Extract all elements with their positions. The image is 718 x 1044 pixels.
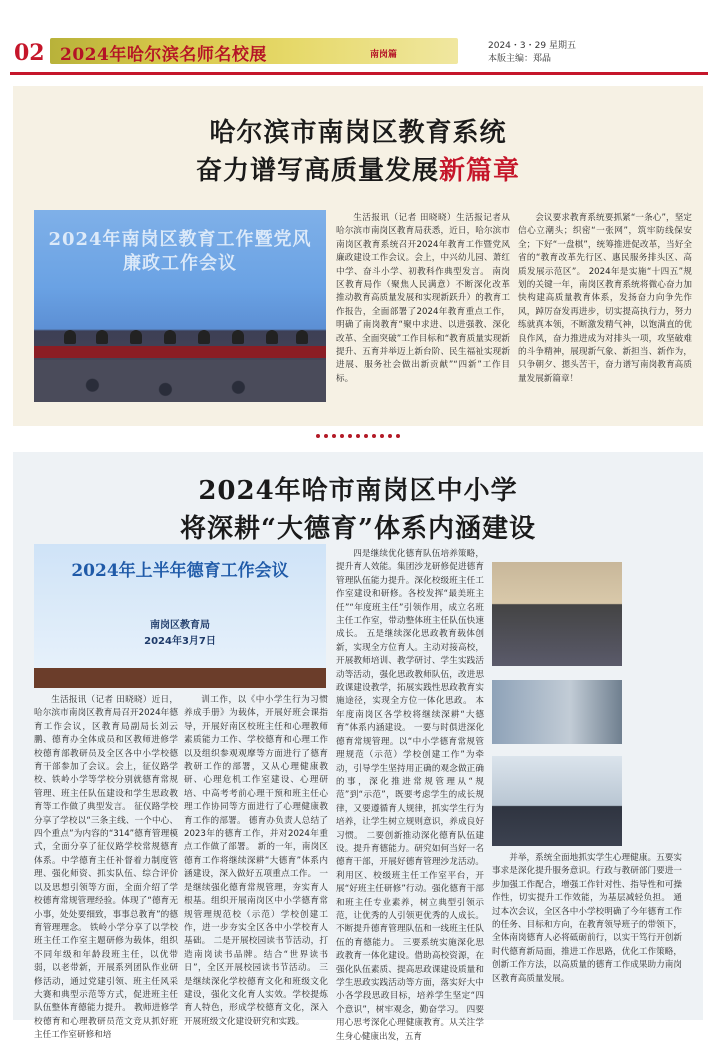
photo-banner-text: 2024年南岗区教育工作暨党风廉政工作会议 [48,229,312,274]
section-banner-subtitle: 南岗篇 [370,50,398,60]
issue-date: 2024・3・29 星期五 [488,41,576,51]
article-1-column-1: 生活报讯（记者 田晓晓）生活报记者从哈尔滨市南岗区教育局获悉，近日，哈尔滨市南岗区教育系统召开2024年教育工作暨党风廉政建设工作会议。会上，中兴幼儿园、萧红中学、奋斗小学、初教科作典型发言。 南岗区教育局作（聚焦人民满意）不断深化改革 推动教育高质量发展和实现新跃升）的教育工作报告，全面部署了2024年教育重点工作，明确了南岗教育“聚中求进、以进强教、深化改革、全面突破”工作目标和“教育质量实现新提升、五育并举迈上新台阶、民生福祉实现新进展、服务社会做出新贡献”“四新”工作目标。 [336,213,510,384]
rostrum-table [34,346,326,358]
page-number: 02 [14,40,45,66]
photo-banner-title: 2024年上半年德育工作会议 [71,561,289,581]
photo-banner-org: 南岗区教育局 [150,620,210,631]
article-2-title-line-2: 将深耕“大德育”体系内涵建设 [180,514,536,544]
title-highlight: 新篇章 [439,156,521,186]
rostrum-table [34,668,326,688]
article-2-title-line-1: 2024年哈市南岗区中小学 [198,476,518,506]
page-header [10,34,708,70]
meeting-hall-photo [492,562,622,666]
section-banner-title: 2024年哈尔滨名师名校展 [60,45,267,65]
speaker-photo-2 [492,756,622,846]
article-2-column-4: 并举，系统全面地抓实学生心理健康。五要实事求是深化提升服务意识。行政与教研部门要进一步加强工作配合，增强工作针对性、指导性和可操作性，切实提升工作效能，为基层减轻负担。 通过本次会议，全区各中小学校明确了今年德育工作的任务、目标和方向，在教育领导班子的带领下，全体南岗德育人必将砥砺前行，以实干笃行开创新时代德育新局面，推进工作思路，优化工作策略，创新工作方法，以高质量的德育工作成果助力南岗区教育高质量发展。 [492,853,682,984]
article-2-column-1: 生活报讯（记者 田晓晓）近日，哈尔滨市南岗区教育局召开2024年德育工作会议，区教育局副局长刘云鹏、德育办全体成员和区教师进修学校德育部教研员及全区各中小学校德育干部参加了会议。会上，征仪路学校、铁岭小学等学校分别就德育常规管理、班主任队伍建设和学生思政教育等工作做了典型发言。 征仪路学校分享了学校以“三条主线、一个中心、四个重点”为内容的“314”德育管理模式，全面分享了征仪路学校常规德育体系。中学德育主任补督着力制度管理、强化师资、抓实队伍、综合评价以及思想引领等方面，全面介绍了学校德育常规管理经验。体现了“德育无小事，处处要细致，事事总教育”的德育管理理念。 铁岭小学分享了以学校班主任工作室主题研修为载体，组织不同年级和年龄段班主任，以优带弱，以老带新，开展系列团队作业研修活动，通过党建引领、班主任风采大赛和典型示范等方式，促进班主任队伍整体育德能力提升。 教师进修学校德育和心理教研员范文竞从抓好班主任工作室研修和培 [34,695,178,1041]
photo-banner-date: 2024年3月7日 [144,636,216,647]
article-2-column-3: 四是继续优化德育队伍培养策略，提升育人效能。集团沙龙研修促进德育管理队伍能力提升。深化校级班主任工作室建设和研修。各校发挥“最美班主任”“年度班主任”引领作用，成立名班主任工作室，带动整体班主任队伍快速成长。 五是继续深化思政教育载体创新，实现全方位育人。主动对接高校，开展教师培训、教学研讨、学生实践活动等活动，强化思政教师队伍，改进思政课建设教学，拓展实践性思政教育实施途径，实现全方位一体化思政。 本年度南岗区各学校将继续深耕“大德育”体系内涵建设。 一要与时俱进深化德育常规管理。以“中小学德育常规管理规范（示范）学校创建工作”为牵动，引导学生坚持用正确的观念做正确的事，深化推进常规管理从“规范”到“示范”，既要考虑学生的成长规律，又要遵循育人规律，抓实学生行为培养，让学生树立规则意识，养成良好习惯。 二要创新推动深化德育队伍建设。提升育德能力。研究如何当好一名德育干部，开展好德育管理沙龙活动。利用区、校级班主任工作室平台，开展“好班主任研修”行动。强化德育干部和班主任专业素养，树立典型引领示范，让优秀的人引领更优秀的人成长。不断提升德育管理队伍和一线班主任队伍的育德能力。 三要系统实施深化思政教育一体化建设。借助高校资源，在强化队伍素质、提高思政课建设质量和学生思政实践活动等方面，落实好大中小各学段思政目标，培养学生坚定“四个意识”，树牢观念，勤奋学习。 四要用心思考深化心理健康教育。从关注学生身心健康出发，五育 [336,549,484,1042]
audience [34,360,326,402]
article-2-column-2: 训工作，以《中小学生行为习惯养成手册》为载体，开展好班会课指导，开展好南区校班主任和心理教师素质能力工作、学校德育和心理工作以及组织参观观摩等方面进行了德育教研工作的部署，又从心理健康教研、心理危机工作室建设、心理研培、中高考考前心理干预和班主任心理工作协同等方面进行了心理健康教育工作的部署。 德育办负责人总结了2023年的德育工作，并对2024年重点工作做了部署。 新的一年，南岗区德育工作将继续深耕“大德育”体系内涵建设，深入做好五项重点工作。 一是继续强化德育常规管理，夯实育人根基。组织开展南岗区中小学德育常规管理规范校（示范）学校创建工作，进一步夯实全区各中小学校育人基础。 二是开展校园读书节活动，打造南岗读书品牌。结合“世界读书日”，全区开展校园读书节活动。 三是继续深化学校德育文化和班级文化建设，强化文化育人实效。学校提炼育人特色，形成学校德育文化，深入开展班级文化建设研究和实践。 [184,695,328,1027]
issue-meta [488,40,576,66]
article-1-column-2: 会议要求教育系统要抓紧“一条心”，坚定信心立潮头；织密“一张网”，筑牢防线保安全；下好“一盘棋”，统筹推进促改革，当好全省的“教育改革先行区、惠民服务排头区、高质发展示范区”。 2024年是实施“十四五”规划的关键一年，南岗区教育系统将微心奋力加快构建高质量教育体系，发扬奋力向争先作风，踔厉奋发再进步，切实提高执行力，努力练就真本领，不断激发精气神，以饱满直的优良作风，奋力推进成为对排头一项，攻坚破难的斗争精神，展现新气象、新担当、新作为，只争朝夕、摁头苦干，奋力谱写南岗教育高质量发展新篇章！ [518,213,692,384]
conference-photo-1 [34,210,326,402]
page-editor: 本版主编：郑晶 [488,54,552,64]
header-rule [10,72,708,75]
conference-photo-2 [34,544,326,688]
speaker-photo-1 [492,680,622,744]
section-separator [316,434,400,440]
title-text: 奋力谱写高质量发展 [195,156,439,186]
article-1-title-line-2 [13,150,703,187]
article-1-title-line-1: 哈尔滨市南岗区教育系统 [209,118,507,148]
